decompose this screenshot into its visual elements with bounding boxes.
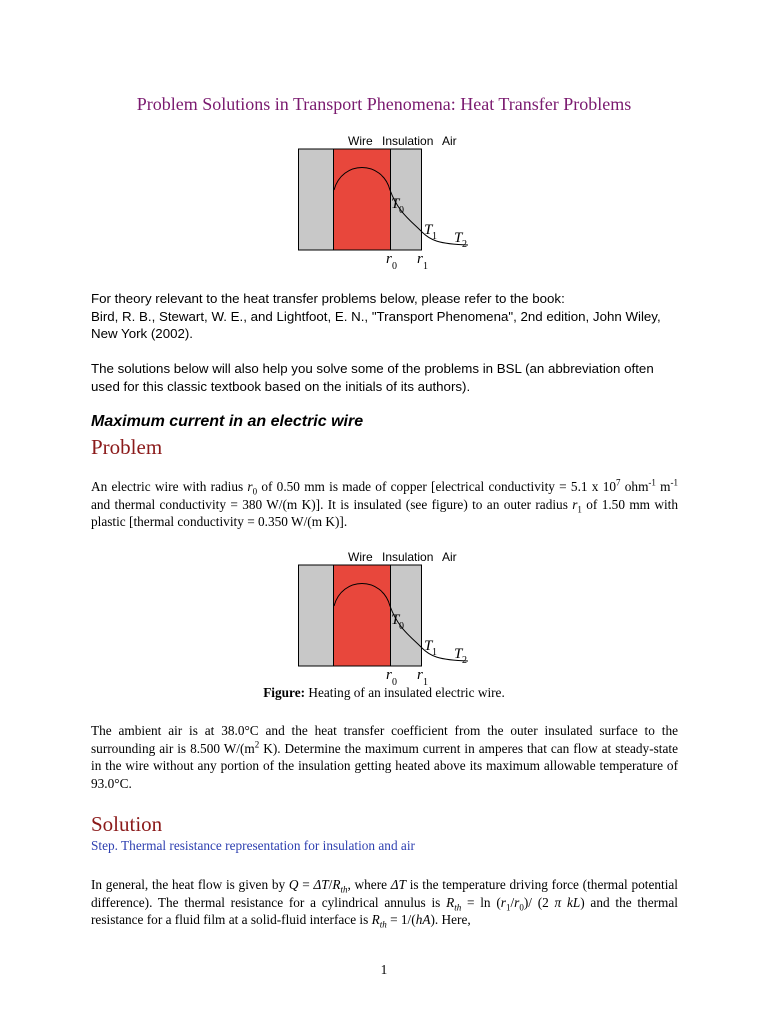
svg-text:Insulation: Insulation (382, 550, 434, 564)
wire-diagram-top (298, 132, 498, 272)
solution-paragraph-1: In general, the heat flow is given by $Q = \Delta T/R_{th}$, where ΔT is the temperature driving force (thermal potential difference). The thermal resistance for a cylindrical annulus is $R_{th} = \ln (r_1/r_0)/$ (2 π kL) and the thermal resistance for a fluid film at a solid-fluid interface is $R_{th} = 1/(hA)$. Here, (91, 877, 678, 930)
problem-paragraph-1: An electric wire with radius $r_0$ of 0.50 mm is made of copper [electrical conductivity = 5.1 x $10^7$ ohm$^{-1}$ $m^{-1}$ and thermal conductivity = 380 W/(m K)]. It is insulated (see figure) to an outer radius $r_1$ of 1.50 mm with plastic [thermal conductivity = 0.350 W/(m K)]. (91, 477, 679, 529)
problem-heading: Problem (91, 435, 163, 459)
label-T0: T (391, 196, 400, 212)
svg-text:r: r (417, 667, 423, 683)
svg-text:1: 1 (432, 231, 437, 242)
label-insulation: Insulation (382, 134, 434, 148)
label-r0: r (386, 251, 392, 267)
label-T2: T (454, 230, 463, 246)
intro-paragraph-2: The solutions below will also help you solve some of the problems in BSL (an abbreviation often used for this classic textbook based on the initials of its authors). (91, 361, 654, 394)
svg-text:T: T (391, 612, 400, 628)
svg-text:1: 1 (423, 677, 428, 688)
figure-top (298, 132, 498, 272)
label-wire: Wire (348, 134, 373, 148)
figure-bottom (298, 548, 498, 688)
figure-caption: Figure: Heating of an insulated electric wire. (263, 685, 505, 700)
svg-text:1: 1 (423, 261, 428, 272)
svg-text:0: 0 (399, 205, 404, 216)
svg-text:0: 0 (392, 261, 397, 272)
label-air: Air (442, 134, 457, 148)
svg-text:Wire: Wire (348, 550, 373, 564)
step-heading: Step. Thermal resistance representation for insulation and air (91, 838, 415, 853)
svg-text:1: 1 (432, 647, 437, 658)
solution-heading: Solution (91, 812, 163, 836)
svg-text:0: 0 (392, 677, 397, 688)
svg-text:Air: Air (442, 550, 457, 564)
intro-paragraph-1: For theory relevant to the heat transfer problems below, please refer to the book: Bird, R. B., Stewart, W. E., and Lightfoot, E. N., "Transport Phenomena", 2nd edition, John Wiley, New York (2002). (91, 291, 661, 341)
svg-text:2: 2 (462, 239, 467, 250)
svg-text:0: 0 (399, 621, 404, 632)
svg-text:T: T (454, 646, 463, 662)
page-number: 1 (380, 962, 388, 977)
svg-text:r: r (386, 667, 392, 683)
section-heading: Maximum current in an electric wire (91, 413, 364, 430)
problem-paragraph-2: The ambient air is at 38.0°C and the heat transfer coefficient from the outer insulated surface to the surrounding air is 8.500 $W/(m^2$ K). Determine the maximum current in amperes that can flow at steady-state in the wire without any portion of the insulation getting heated above its maximum allowable temperature of 93.0°C. (91, 723, 678, 791)
svg-text:T: T (424, 638, 433, 654)
label-r1: r (417, 251, 423, 267)
wire-diagram-bottom (298, 548, 498, 688)
page-title: Problem Solutions in Transport Phenomena: Heat Transfer Problems (136, 94, 632, 114)
svg-text:2: 2 (462, 655, 467, 666)
label-T1: T (424, 222, 433, 238)
